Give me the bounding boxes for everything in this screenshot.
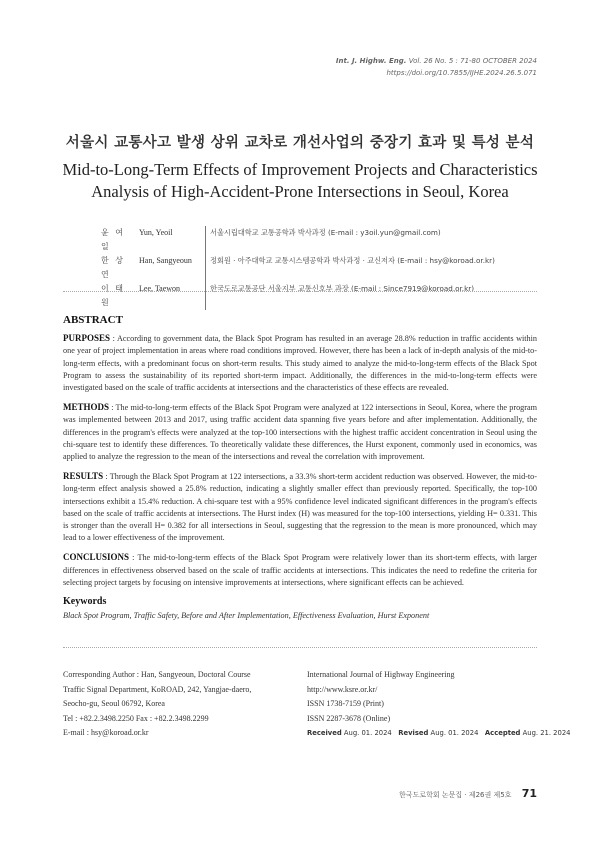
- divider-top: [63, 291, 537, 292]
- results-paragraph: [63, 470, 537, 544]
- author-affiliation: 한국도로교통공단 서울지부 교통신호부 과장 (E-mail : Since7919@koroad.or.kr): [205, 282, 474, 310]
- issn-print: ISSN 1738-7159 (Print): [307, 699, 384, 708]
- issue-info: Vol. 26 No. 5 : 71-80 OCTOBER 2024: [408, 57, 537, 65]
- purposes-paragraph: [63, 332, 537, 394]
- purposes-text: : According to government data, the Black Spot Program has resulted in an average 28.8% reduction in traffic accidents within one year of project implementation in areas where road conditions improved. However, there has been a lack of in-depth analysis of the mid-to-long-term effects, with a predominant focus on short-term results. This study aimed to analyze the mid-to-long-term effects of the Black Spot Program to assess the sustainability of its reported short-term impact. Additionally, the differences in the mid-to-long-term effects were investigated based on the scale of traffic accidents at intersections and the characteristics of these effects are revealed.: [63, 334, 537, 393]
- methods-text: : The mid-to-long-term effects of the Black Spot Program were analyzed at 122 intersections in Seoul, Korea, where the program was implemented between 2013 and 2017, using traffic accident data spanning five years before and after implementation. Additionally, the differences in the program's effects were analyzed at the top-100 intersections with the highest traffic accident concentration in Seoul using the chi-square test to identify these differences. To theoretically validate these differences, the Hurst exponent, commonly used in economics, was applied to analyze the regression to the mean of the intersections and reveal the correlation with improvement.: [63, 403, 537, 462]
- accepted-label: Accepted: [484, 729, 521, 737]
- author-name-ko: 이 태 원: [101, 284, 125, 307]
- journal-url[interactable]: http://www.ksre.or.kr/: [307, 684, 378, 694]
- revised-label: Revised: [398, 729, 429, 737]
- author-name-ko: 윤 여 일: [101, 228, 125, 251]
- methods-paragraph: [63, 401, 537, 463]
- corresponding-author-block: [63, 668, 251, 741]
- conclusions-text: : The mid-to-long-term effects of the Black Spot Program were relatively lower than its short-term effects, with larger differences in effectiveness observed based on the scale of traffic accidents at intersections. This indicates the need to redefine the criteria for selecting project targets by focusing on intensive improvements at intersections, where significant effects can be achieved.: [63, 553, 537, 587]
- accepted-date: Aug. 21. 2024: [522, 729, 571, 737]
- author-name-en: Han, Sangyeoun: [139, 256, 192, 265]
- author-name-en: Lee, Taewon: [139, 284, 181, 293]
- journal-abbrev: Int. J. Highw. Eng.: [335, 57, 407, 65]
- author-affiliation: 정회원 · 아주대학교 교통시스템공학과 박사과정 · 교신저자 (E-mail : hsy@koroad.or.kr): [205, 254, 495, 282]
- corresponding-email: E-mail : hsy@koroad.or.kr: [63, 728, 149, 737]
- abstract-heading: ABSTRACT: [63, 314, 123, 326]
- purposes-label: PURPOSES: [63, 333, 111, 344]
- keywords-heading: Keywords: [63, 596, 107, 608]
- corresponding-line: Traffic Signal Department, KoROAD, 242, Yangjae-daero,: [63, 684, 252, 694]
- corresponding-line: Corresponding Author : Han, Sangyeoun, Doctoral Course: [63, 670, 251, 679]
- conclusions-label: CONCLUSIONS: [63, 552, 130, 563]
- author-row: [101, 282, 495, 310]
- page-footer: [399, 787, 537, 800]
- divider-bottom: [63, 647, 537, 648]
- submission-dates: [307, 726, 570, 741]
- author-affiliation: 서울시립대학교 교통공학과 박사과정 (E-mail : y3oil.yun@gmail.com): [205, 226, 441, 254]
- methods-label: METHODS: [63, 402, 110, 413]
- keywords-text: Black Spot Program, Traffic Safety, Before and After Implementation, Effectiveness Evaluation, Hurst Exponent: [63, 611, 430, 621]
- conclusions-paragraph: [63, 551, 537, 589]
- author-name-ko: 한 상 연: [101, 256, 125, 279]
- abstract-section: [63, 314, 537, 622]
- doi-link[interactable]: https://doi.org/10.7855/IJHE.2024.26.5.071: [386, 69, 537, 77]
- footer-journal: 한국도로학회 논문집 · 제26권 제5호: [399, 791, 512, 799]
- received-label: Received: [307, 729, 342, 737]
- issn-online: ISSN 2287-3678 (Online): [307, 713, 391, 723]
- title-korean: 서울시 교통사고 발생 상위 교차로 개선사업의 중장기 효과 및 특성 분석: [65, 135, 535, 151]
- journal-header: [336, 55, 537, 79]
- received-date: Aug. 01. 2024: [343, 729, 392, 737]
- author-name-en: Yun, Yeoil: [139, 228, 173, 237]
- author-row: [101, 226, 495, 254]
- title-english: Mid-to-Long-Term Effects of Improvement Projects and Characteristics Analysis of High-Accident-Prone Intersections in Seoul, Korea: [62, 160, 538, 201]
- author-row: [101, 254, 495, 282]
- results-label: RESULTS: [63, 471, 104, 482]
- journal-name: International Journal of Highway Engineering: [307, 670, 455, 679]
- results-text: : Through the Black Spot Program at 122 intersections, a 33.3% short-term accident reduction was observed. However, the mid-to-long-term effect analysis showed a 25.8% reduction, indicating a slightly smaller effect than previously reported. Specifically, the top-100 intersections exhibit a 15.4% reduction. A chi-square test with a 95% confidence level indicated significant differences in the program's effects based on the scale of traffic accidents at intersections. The Hurst index (H) was measured for the top-100 intersections, yielding H= 0.331. This is stronger than the overall H= 0.382 for all intersections in Seoul, suggesting that the regression to the mean is more pronounced, which may lead to a lower effectiveness of the improvement.: [63, 472, 537, 543]
- revised-date: Aug. 01. 2024: [430, 729, 479, 737]
- author-list: [101, 226, 495, 310]
- corresponding-line: Tel : +82.2.3498.2250 Fax : +82.2.3498.2299: [63, 713, 209, 723]
- journal-info-block: [307, 668, 570, 741]
- corresponding-line: Seocho-gu, Seoul 06792, Korea: [63, 699, 165, 708]
- page-number: 71: [521, 787, 537, 800]
